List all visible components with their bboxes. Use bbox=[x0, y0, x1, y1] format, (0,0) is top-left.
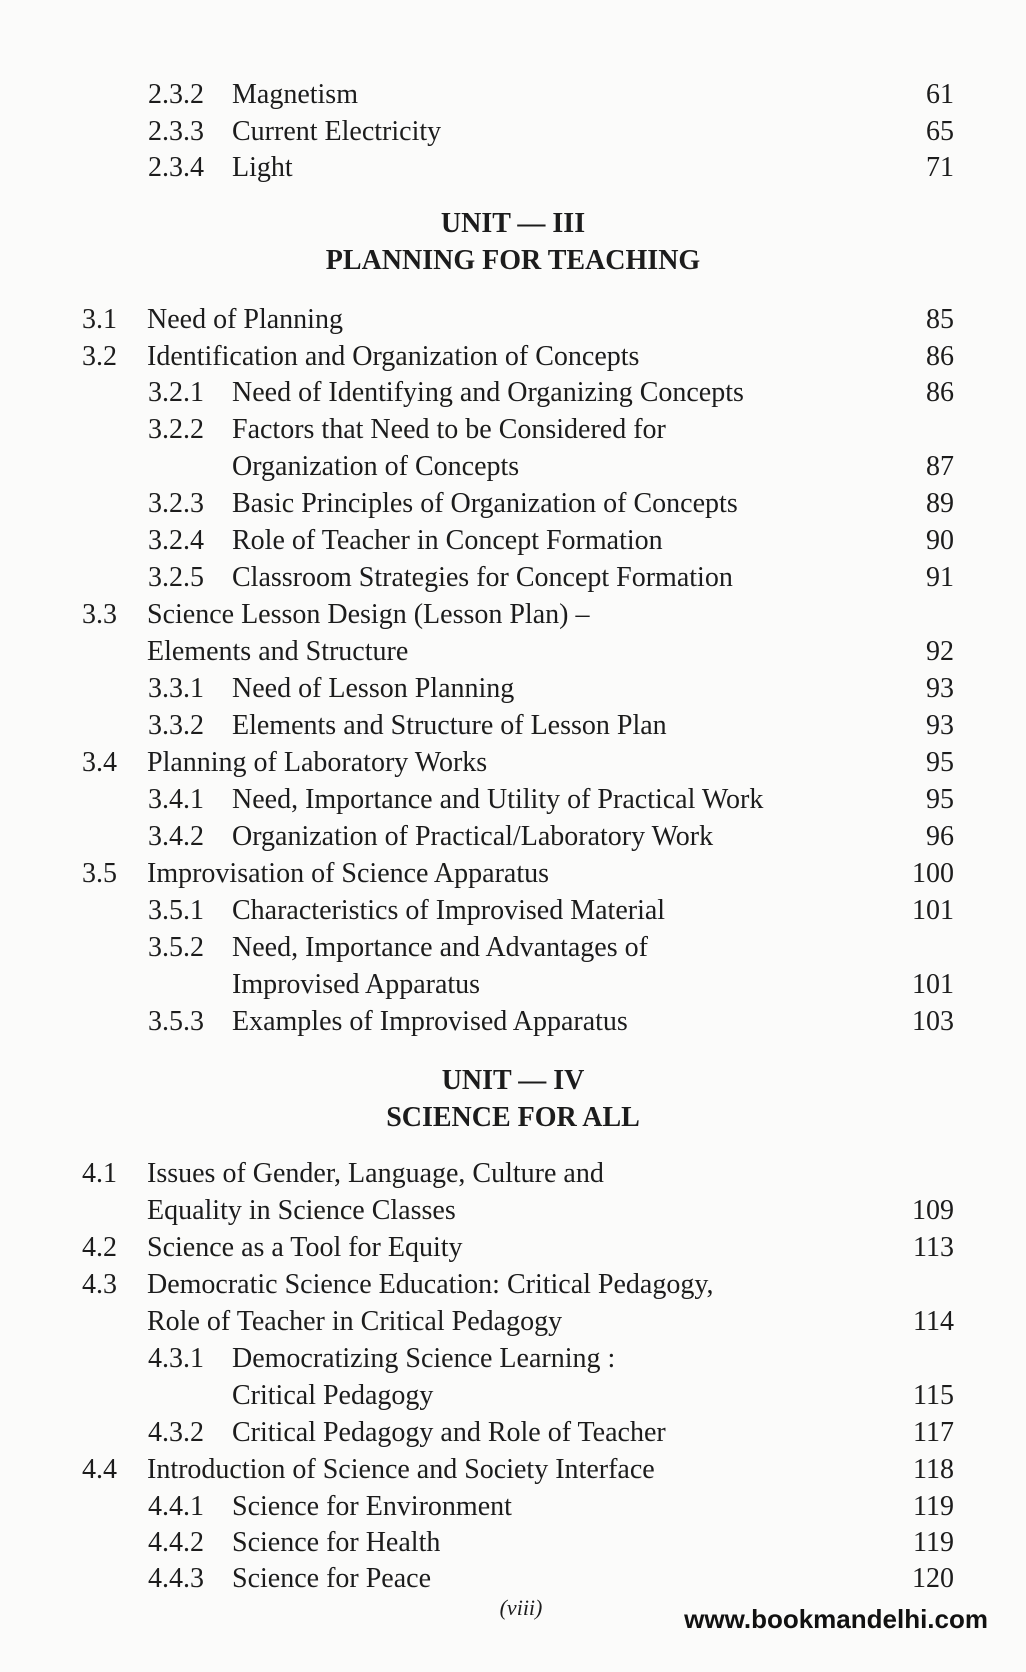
section-title: Introduction of Science and Society Interface bbox=[147, 1454, 655, 1485]
page-reference: 120 bbox=[912, 1563, 954, 1594]
section-number: 2.3.3 bbox=[148, 116, 204, 147]
section-title: Critical Pedagogy and Role of Teacher bbox=[232, 1417, 666, 1448]
section-number: 4.3 bbox=[82, 1269, 117, 1300]
section-title: Science as a Tool for Equity bbox=[147, 1232, 463, 1263]
page-reference: 61 bbox=[926, 79, 954, 110]
toc-entry bbox=[0, 76, 1026, 113]
section-number: 3.4.1 bbox=[148, 784, 204, 815]
section-number: 3.4.2 bbox=[148, 821, 204, 852]
section-title: Elements and Structure of Lesson Plan bbox=[232, 710, 667, 741]
section-title: Improvisation of Science Apparatus bbox=[147, 858, 550, 889]
section-number: 2.3.4 bbox=[148, 152, 204, 183]
page-reference: 89 bbox=[926, 488, 954, 519]
toc-entry bbox=[0, 1488, 1026, 1525]
toc-entry-continuation bbox=[0, 633, 1026, 670]
page-reference: 71 bbox=[926, 152, 954, 183]
unit-heading: UNIT — III bbox=[440, 208, 586, 239]
toc-entry bbox=[0, 707, 1026, 744]
toc-entry bbox=[0, 485, 1026, 522]
toc-entry-continuation bbox=[0, 966, 1026, 1003]
section-number: 4.2 bbox=[82, 1232, 117, 1263]
page-reference: 101 bbox=[912, 895, 954, 926]
page-reference: 85 bbox=[926, 304, 954, 335]
page-reference: 93 bbox=[926, 673, 954, 704]
page-reference: 115 bbox=[913, 1380, 954, 1411]
section-number: 4.4.2 bbox=[148, 1527, 204, 1558]
section-title: Current Electricity bbox=[232, 116, 442, 147]
page-reference: 87 bbox=[926, 451, 954, 482]
page-reference: 101 bbox=[912, 969, 954, 1000]
page-number: (viii) bbox=[499, 1595, 543, 1620]
page-reference: 103 bbox=[912, 1006, 954, 1037]
section-number: 3.3.2 bbox=[148, 710, 204, 741]
page-reference: 92 bbox=[926, 636, 954, 667]
section-title: Science Lesson Design (Lesson Plan) – bbox=[147, 599, 590, 630]
page-reference: 118 bbox=[913, 1454, 954, 1485]
section-title: Equality in Science Classes bbox=[147, 1195, 456, 1226]
toc-entry bbox=[0, 1451, 1026, 1488]
unit-heading: UNIT — IV bbox=[441, 1065, 585, 1096]
section-number: 4.3.2 bbox=[148, 1417, 204, 1448]
section-title: Role of Teacher in Concept Formation bbox=[232, 525, 663, 556]
section-title: Science for Peace bbox=[232, 1563, 431, 1594]
section-number: 4.4.1 bbox=[148, 1491, 204, 1522]
page-reference: 93 bbox=[926, 710, 954, 741]
toc-entry bbox=[0, 1155, 1026, 1192]
section-title: Organization of Concepts bbox=[232, 451, 520, 482]
section-title: Need of Identifying and Organizing Concepts bbox=[232, 377, 744, 408]
page-reference: 95 bbox=[926, 747, 954, 778]
section-title: Science for Environment bbox=[232, 1491, 512, 1522]
unit-heading: SCIENCE FOR ALL bbox=[386, 1102, 640, 1133]
website-watermark: www.bookmandelhi.com bbox=[684, 1604, 988, 1634]
toc-entry-continuation bbox=[0, 1303, 1026, 1340]
toc-entry bbox=[0, 1560, 1026, 1597]
section-number: 3.2.1 bbox=[148, 377, 204, 408]
toc-entry bbox=[0, 113, 1026, 150]
section-title: Science for Health bbox=[232, 1527, 441, 1558]
section-number: 4.4.3 bbox=[148, 1563, 204, 1594]
toc-entry bbox=[0, 1229, 1026, 1266]
section-number: 3.2.5 bbox=[148, 562, 204, 593]
section-number: 4.1 bbox=[82, 1158, 117, 1189]
page-reference: 119 bbox=[913, 1491, 954, 1522]
toc-entry bbox=[0, 374, 1026, 411]
section-number: 3.5.2 bbox=[148, 932, 204, 963]
page-reference: 114 bbox=[913, 1306, 954, 1337]
section-title: Elements and Structure bbox=[147, 636, 409, 667]
toc-entry bbox=[0, 522, 1026, 559]
section-number: 3.5.1 bbox=[148, 895, 204, 926]
section-title: Need of Lesson Planning bbox=[232, 673, 515, 704]
section-number: 3.2.4 bbox=[148, 525, 204, 556]
section-number: 3.2.3 bbox=[148, 488, 204, 519]
page-reference: 117 bbox=[913, 1417, 954, 1448]
toc-entry bbox=[0, 929, 1026, 966]
section-title: Need of Planning bbox=[147, 304, 343, 335]
page-reference: 109 bbox=[912, 1195, 954, 1226]
section-number: 3.2.2 bbox=[148, 414, 204, 445]
section-title: Basic Principles of Organization of Concepts bbox=[232, 488, 738, 519]
section-title: Role of Teacher in Critical Pedagogy bbox=[147, 1306, 563, 1337]
toc-entry bbox=[0, 596, 1026, 633]
toc-entry bbox=[0, 1524, 1026, 1561]
toc-entry bbox=[0, 892, 1026, 929]
section-title: Characteristics of Improvised Material bbox=[232, 895, 666, 926]
section-title: Democratizing Science Learning : bbox=[232, 1343, 616, 1374]
toc-entry bbox=[0, 1003, 1026, 1040]
page-reference: 100 bbox=[912, 858, 954, 889]
page-reference: 90 bbox=[926, 525, 954, 556]
section-number: 4.3.1 bbox=[148, 1343, 204, 1374]
section-title: Classroom Strategies for Concept Formation bbox=[232, 562, 733, 593]
page-reference: 86 bbox=[926, 377, 954, 408]
page-reference: 65 bbox=[926, 116, 954, 147]
page-reference: 91 bbox=[926, 562, 954, 593]
toc-entry bbox=[0, 670, 1026, 707]
page-reference: 96 bbox=[926, 821, 954, 852]
section-title: Issues of Gender, Language, Culture and bbox=[147, 1158, 604, 1189]
section-title: Magnetism bbox=[232, 79, 358, 110]
toc-entry bbox=[0, 781, 1026, 818]
section-title: Need, Importance and Utility of Practical Work bbox=[232, 784, 764, 815]
section-title: Democratic Science Education: Critical Pedagogy, bbox=[147, 1269, 714, 1300]
section-title: Planning of Laboratory Works bbox=[147, 747, 488, 778]
section-title: Organization of Practical/Laboratory Work bbox=[232, 821, 714, 852]
unit-heading: PLANNING FOR TEACHING bbox=[325, 245, 701, 276]
section-title: Identification and Organization of Concepts bbox=[147, 341, 640, 372]
page-reference: 86 bbox=[926, 341, 954, 372]
section-title: Improvised Apparatus bbox=[232, 969, 481, 1000]
toc-entry bbox=[0, 411, 1026, 448]
section-number: 4.4 bbox=[82, 1454, 117, 1485]
section-number: 3.3 bbox=[82, 599, 117, 630]
section-number: 3.1 bbox=[82, 304, 117, 335]
toc-entry-continuation bbox=[0, 1377, 1026, 1414]
section-number: 3.5.3 bbox=[148, 1006, 204, 1037]
section-number: 3.2 bbox=[82, 341, 117, 372]
section-title: Examples of Improvised Apparatus bbox=[232, 1006, 628, 1037]
page-reference: 119 bbox=[913, 1527, 954, 1558]
section-title: Light bbox=[232, 152, 293, 183]
page-reference: 113 bbox=[913, 1232, 954, 1263]
toc-entry bbox=[0, 301, 1026, 338]
section-number: 2.3.2 bbox=[148, 79, 204, 110]
toc-entry bbox=[0, 1340, 1026, 1377]
section-number: 3.3.1 bbox=[148, 673, 204, 704]
toc-entry-continuation bbox=[0, 448, 1026, 485]
section-number: 3.4 bbox=[82, 747, 117, 778]
toc-entry bbox=[0, 338, 1026, 375]
toc-entry bbox=[0, 744, 1026, 781]
toc-entry bbox=[0, 1266, 1026, 1303]
toc-entry bbox=[0, 149, 1026, 186]
section-number: 3.5 bbox=[82, 858, 117, 889]
section-title: Need, Importance and Advantages of bbox=[232, 932, 648, 963]
toc-entry bbox=[0, 559, 1026, 596]
section-title: Factors that Need to be Considered for bbox=[232, 414, 666, 445]
toc-entry-continuation bbox=[0, 1192, 1026, 1229]
section-title: Critical Pedagogy bbox=[232, 1380, 434, 1411]
toc-entry bbox=[0, 818, 1026, 855]
page-reference: 95 bbox=[926, 784, 954, 815]
toc-entry bbox=[0, 1414, 1026, 1451]
toc-entry bbox=[0, 855, 1026, 892]
